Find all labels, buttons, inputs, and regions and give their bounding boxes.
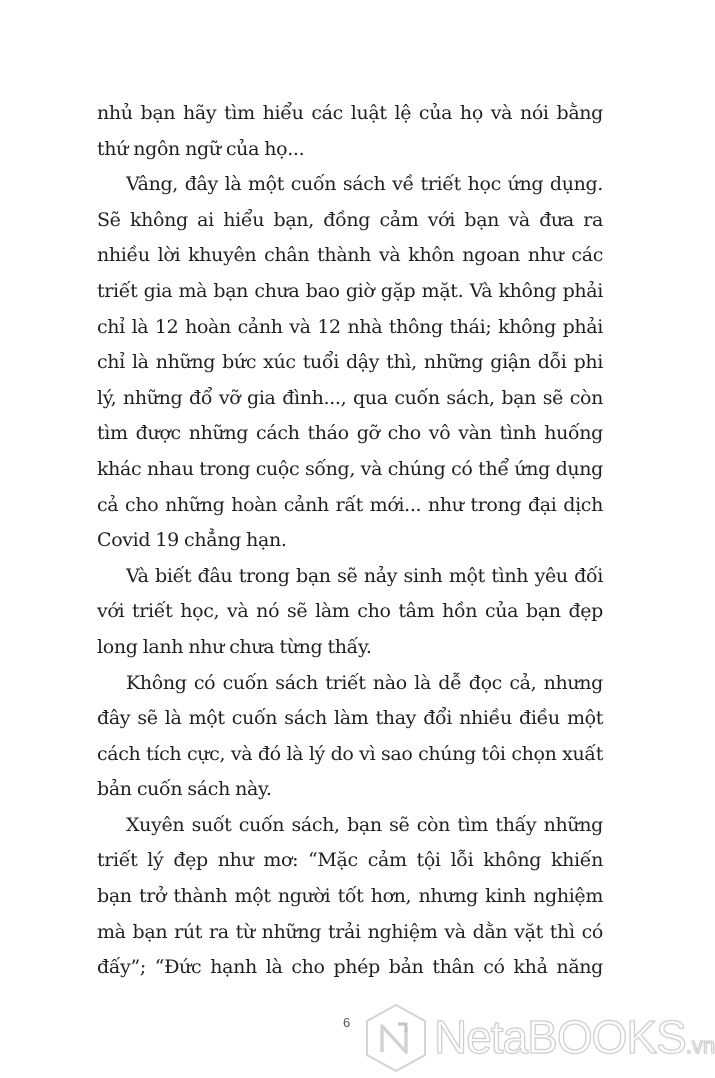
text-line: cách tích cực, và đó là lý do vì sao chúng tôi chọn xuất — [97, 742, 603, 765]
text-line: bản cuốn sách này. — [97, 778, 272, 801]
text-line: triết lý đẹp như mơ: “Mặc cảm tội lỗi không khiến — [97, 849, 603, 872]
paragraph — [97, 167, 603, 559]
netabooks-logo-icon — [362, 1002, 430, 1074]
text-line: chỉ là những bức xúc tuổi dậy thì, những giận dỗi phi — [97, 351, 603, 374]
text-line: bạn trở thành một người tốt hơn, nhưng kinh nghiệm — [97, 885, 603, 908]
text-line: nhiều lời khuyên chân thành và khôn ngoan như các — [97, 244, 603, 267]
watermark-text — [434, 1010, 715, 1064]
text-line: với triết học, và nó sẽ làm cho tâm hồn của bạn đẹp — [97, 600, 603, 623]
text-line: tìm được những cách tháo gỡ cho vô vàn tình huống — [97, 422, 603, 445]
paragraph — [97, 559, 603, 666]
text-line: chỉ là 12 hoàn cảnh và 12 nhà thông thái; không phải — [97, 315, 603, 338]
text-line: triết gia mà bạn chưa bao giờ gặp mặt. Và không phải — [97, 279, 603, 302]
text-line: long lanh như chưa từng thấy. — [97, 635, 372, 658]
page-number: 6 — [343, 1015, 351, 1030]
text-line: Sẽ không ai hiểu bạn, đồng cảm với bạn và đưa ra — [97, 208, 603, 231]
text-line: thứ ngôn ngữ của họ... — [97, 137, 305, 160]
text-line: khác nhau trong cuộc sống, và chúng có thể ứng dụng — [97, 457, 603, 480]
text-line: đấy”; “Đức hạnh là cho phép bản thân có khả năng — [97, 956, 603, 979]
watermark — [362, 1002, 715, 1074]
paragraph — [97, 666, 603, 808]
body-text — [97, 96, 603, 986]
paragraph — [97, 96, 603, 167]
text-line: lý, những đổ vỡ gia đình..., qua cuốn sách, bạn sẽ còn — [97, 386, 603, 409]
text-line: Vâng, đây là một cuốn sách về triết học ứng dụng. — [126, 173, 603, 196]
text-line: cả cho những hoàn cảnh rất mới... như trong đại dịch — [97, 493, 603, 516]
text-line: đây sẽ là một cuốn sách làm thay đổi nhiều điều một — [97, 707, 603, 730]
watermark-suffix: .vn — [685, 1033, 715, 1058]
text-line: Và biết đâu trong bạn sẽ nảy sinh một tình yêu đối — [126, 564, 603, 587]
watermark-brand: NetaBOOKS — [434, 1011, 686, 1063]
text-line: nhủ bạn hãy tìm hiểu các luật lệ của họ và nói bằng — [97, 102, 603, 124]
text-line: mà bạn rút ra từ những trải nghiệm và dằn vặt thì có — [97, 920, 603, 943]
text-line: Covid 19 chẳng hạn. — [97, 529, 287, 552]
paragraph — [97, 808, 603, 986]
text-line: Xuyên suốt cuốn sách, bạn sẽ còn tìm thấy những — [126, 813, 603, 836]
text-line: Không có cuốn sách triết nào là dễ đọc cả, nhưng — [126, 671, 603, 694]
